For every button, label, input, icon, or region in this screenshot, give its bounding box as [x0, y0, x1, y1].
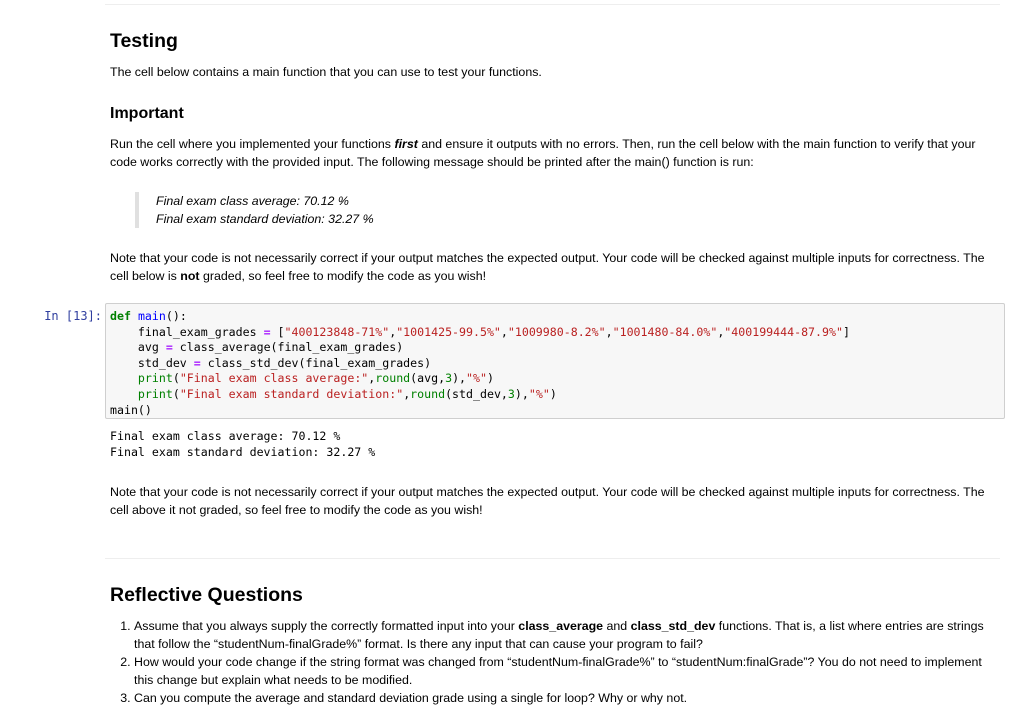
question-3: 3. Can you compute the average and standard deviation grade using a single for loop? Why or why not. [134, 689, 1000, 707]
cell-prompt: In [13]: [44, 309, 102, 323]
note-text: Note that your code is not necessarily correct if your output matches the expected output. Your code will be checked against multiple inputs for correctness. The cell below is [110, 251, 985, 283]
reflective-heading: Reflective Questions [110, 584, 303, 606]
quote-line-average: Final exam class average: 70.12 % [156, 194, 349, 208]
q1-text: Assume that you always supply the correctly formatted input into your [134, 619, 519, 633]
important-text-cont: and ensure it outputs with no errors. Then, run the cell below with the main function to verify that your code works correctly with the provided input. The following message should be printed after the main() function is run: [110, 137, 976, 169]
cell-output [110, 429, 375, 460]
q1-and: and [603, 619, 631, 633]
note-paragraph [110, 249, 1000, 285]
code-editor[interactable]: def main(): final_exam_grades = ["400123848-71%","1001425-99.5%","1009980-8.2%","1001480-84.0%","400199444-87.9%"] avg = class_average(final_exam_grades) std_dev = class_std_dev(final_exam_grades) print("Final exam class average:",round(avg,3),"%") print("Final exam standard deviation:",round(std_dev,3),"%") main() [110, 309, 850, 417]
cell-divider [105, 558, 1000, 559]
note-text-cont: graded, so feel free to modify the code as you wish! [199, 269, 487, 283]
important-paragraph [110, 135, 1000, 171]
question-2: 2. How would your code change if the string format was changed from “studentNum-finalGrade%” to “studentNum:finalGrade”? You do not need to implement this change but explain what needs to be modified. [134, 653, 1000, 689]
important-heading: Important [110, 105, 184, 122]
question-1 [134, 617, 1000, 653]
expected-output-quote [135, 192, 456, 228]
after-note-paragraph: Note that your code is not necessarily correct if your output matches the expected output. Your code will be checked against multiple inputs for correctness. The cell above it not graded, so feel free to modify the code as you wish! [110, 485, 985, 517]
quote-line-stddev: Final exam standard deviation: 32.27 % [156, 212, 374, 226]
output-line-average: Final exam class average: 70.12 % [110, 429, 341, 443]
testing-intro: The cell below contains a main function that you can use to test your functions. [110, 65, 542, 79]
note-bold: not [180, 269, 200, 283]
q1-text-cont: functions. That is, a list where entries are strings that follow the “studentNum-finalGrade%” format. Is there any input that can cause your program to fail? [134, 619, 984, 651]
reflective-questions-list [110, 617, 1000, 707]
output-line-stddev: Final exam standard deviation: 32.27 % [110, 444, 376, 459]
cell-divider [105, 4, 1000, 5]
q1-bold-class-std-dev: class_std_dev [630, 619, 716, 633]
code-cell-input[interactable] [105, 303, 1005, 419]
q1-bold-class-average: class_average [518, 619, 604, 633]
testing-heading: Testing [110, 30, 178, 52]
important-text: Run the cell where you implemented your functions [110, 137, 395, 151]
important-emphasis: first [394, 137, 418, 151]
